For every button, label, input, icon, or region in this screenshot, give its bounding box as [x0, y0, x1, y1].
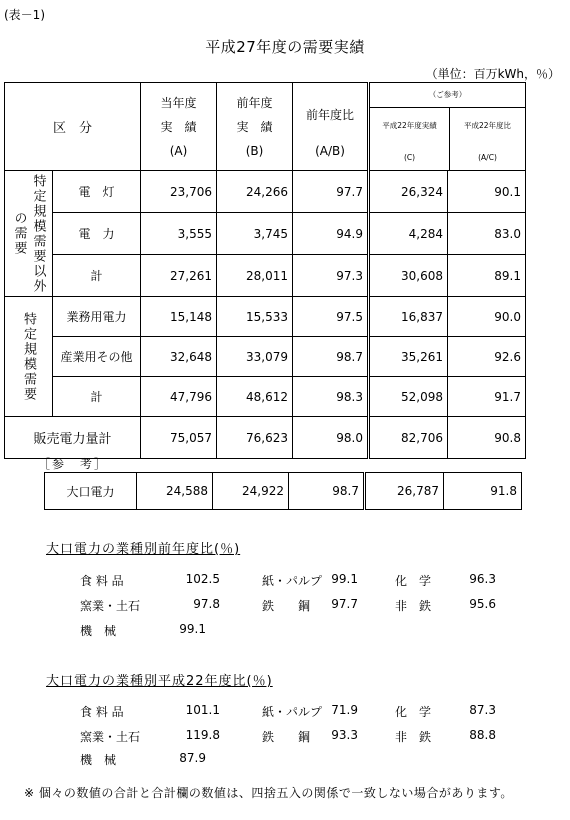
s2-name-chem: 化 学	[395, 705, 432, 719]
cell-c: 30,608	[369, 255, 448, 297]
s2-value-chem: 87.3	[469, 703, 496, 717]
cell-b: 24,266	[217, 171, 293, 213]
header-kubun	[5, 83, 141, 171]
row-label: 電 力	[53, 213, 141, 255]
s2-name-ceramic: 窯業・土石	[80, 730, 141, 744]
total-b: 76,623	[217, 417, 293, 459]
cell-ratio: 97.7	[293, 171, 369, 213]
row-label: 産業用その他	[53, 337, 141, 377]
unit-label: （単位：百万kWh，％）	[425, 67, 560, 81]
s1-name-nonferrous: 非 鉄	[395, 599, 432, 613]
header-previous-1: 前年度	[236, 95, 273, 110]
header-h22-1: 平成22年度実績	[382, 121, 437, 130]
s2-value-food: 101.1	[185, 703, 220, 717]
header-current	[141, 83, 217, 171]
header-ratio-2: (A/B)	[315, 143, 345, 158]
table-tag: (表－1)	[4, 8, 45, 22]
row-label: 計	[53, 255, 141, 297]
footnote: ※ 個々の数値の合計と合計欄の数値は、四捨五入の関係で一致しない場合があります。	[24, 786, 513, 800]
cell-ratio: 94.9	[293, 213, 369, 255]
group-specific-text: 特定規模需要	[21, 311, 36, 402]
group-non-specific-text: 特定規模需要以外の需要	[11, 173, 46, 294]
large-b: 24,922	[213, 473, 289, 510]
cell-ratio: 97.3	[293, 255, 369, 297]
header-reference	[369, 83, 526, 171]
cell-c: 35,261	[369, 337, 448, 377]
cell-b: 28,011	[217, 255, 293, 297]
section1-row1	[0, 572, 570, 590]
total-ratio: 98.0	[293, 417, 369, 459]
cell-a: 47,796	[141, 377, 217, 417]
s2-name-food: 食 料 品	[80, 705, 124, 719]
cell-ratio: 98.7	[293, 337, 369, 377]
cell-ratio: 98.3	[293, 377, 369, 417]
s1-value-chem: 96.3	[469, 572, 496, 586]
cell-a: 3,555	[141, 213, 217, 255]
cell-rc: 89.1	[448, 255, 526, 297]
s1-value-steel: 97.7	[331, 597, 358, 611]
s1-name-steel: 鉄 鋼	[262, 599, 311, 613]
demand-table	[4, 82, 526, 459]
cell-b: 3,745	[217, 213, 293, 255]
section1-row2	[0, 597, 570, 615]
group-non-specific	[5, 171, 53, 297]
cell-a: 15,148	[141, 297, 217, 337]
header-reference-label: （ご参考）	[370, 83, 525, 108]
cell-rc: 90.1	[448, 171, 526, 213]
large-a: 24,588	[137, 473, 213, 510]
cell-b: 48,612	[217, 377, 293, 417]
header-kubun-text: 区 分	[52, 121, 92, 136]
header-previous-2: 実 績	[236, 119, 273, 134]
cell-b: 15,533	[217, 297, 293, 337]
total-label: 販売電力量計	[5, 417, 141, 459]
table-row	[5, 337, 526, 377]
s2-value-steel: 93.3	[331, 728, 358, 742]
s1-value-paper: 99.1	[331, 572, 358, 586]
section2-row1	[0, 703, 570, 721]
cell-c: 26,324	[369, 171, 448, 213]
table-row	[5, 377, 526, 417]
s1-name-paper: 紙・パルプ	[262, 574, 323, 588]
cell-a: 32,648	[141, 337, 217, 377]
section1-title: 大口電力の業種別前年度比(％)	[46, 542, 241, 557]
s1-value-nonferrous: 95.6	[469, 597, 496, 611]
table-row	[5, 255, 526, 297]
cell-rc: 83.0	[448, 213, 526, 255]
s2-value-machinery: 87.9	[179, 751, 206, 765]
header-h22-2: (C)	[403, 153, 416, 162]
large-c: 26,787	[365, 473, 444, 510]
cell-ratio: 97.5	[293, 297, 369, 337]
s2-name-paper: 紙・パルプ	[262, 705, 323, 719]
s2-value-ceramic: 119.8	[185, 728, 220, 742]
header-h22-ratio-2: (A/C)	[478, 153, 497, 162]
section1-row3	[0, 622, 570, 640]
total-c: 82,706	[369, 417, 448, 459]
row-label: 電 灯	[53, 171, 141, 213]
header-row	[5, 83, 526, 171]
s1-name-food: 食 料 品	[80, 574, 124, 588]
large-power-table	[44, 472, 522, 510]
row-label: 業務用電力	[53, 297, 141, 337]
header-h22-ratio-1: 平成22年度比	[463, 121, 512, 130]
large-power-row	[45, 473, 522, 510]
cell-a: 27,261	[141, 255, 217, 297]
s1-name-machinery: 機 械	[80, 624, 117, 638]
row-label: 計	[53, 377, 141, 417]
total-row	[5, 417, 526, 459]
table-row	[5, 297, 526, 337]
page-title: 平成27年度の需要実績	[205, 38, 365, 56]
s1-value-food: 102.5	[185, 572, 220, 586]
s2-name-nonferrous: 非 鉄	[395, 730, 432, 744]
s2-name-machinery: 機 械	[80, 753, 117, 767]
s1-name-ceramic: 窯業・土石	[80, 599, 141, 613]
s2-value-nonferrous: 88.8	[469, 728, 496, 742]
cell-b: 33,079	[217, 337, 293, 377]
section2-row3	[0, 751, 570, 769]
header-current-2: 実 績	[160, 119, 197, 134]
cell-rc: 90.0	[448, 297, 526, 337]
cell-c: 52,098	[369, 377, 448, 417]
header-ratio	[293, 83, 369, 171]
group-specific	[5, 297, 53, 417]
large-rc: 91.8	[444, 473, 522, 510]
cell-c: 4,284	[369, 213, 448, 255]
s1-value-machinery: 99.1	[179, 622, 206, 636]
large-label: 大口電力	[45, 473, 137, 510]
section2-row2	[0, 728, 570, 746]
s1-value-ceramic: 97.8	[193, 597, 220, 611]
table-row	[5, 213, 526, 255]
reference-label: ［参 考］	[38, 457, 109, 471]
large-ratio: 98.7	[289, 473, 365, 510]
section2-title: 大口電力の業種別平成22年度比(％)	[46, 674, 273, 689]
header-current-1: 当年度	[160, 95, 197, 110]
header-previous	[217, 83, 293, 171]
cell-a: 23,706	[141, 171, 217, 213]
total-rc: 90.8	[448, 417, 526, 459]
s2-name-steel: 鉄 鋼	[262, 730, 311, 744]
cell-c: 16,837	[369, 297, 448, 337]
s1-name-chem: 化 学	[395, 574, 432, 588]
s2-value-paper: 71.9	[331, 703, 358, 717]
header-current-3: (A)	[169, 143, 188, 158]
cell-rc: 92.6	[448, 337, 526, 377]
table-row	[5, 171, 526, 213]
cell-rc: 91.7	[448, 377, 526, 417]
total-a: 75,057	[141, 417, 217, 459]
header-previous-3: (B)	[245, 143, 264, 158]
header-ratio-1: 前年度比	[305, 107, 354, 122]
